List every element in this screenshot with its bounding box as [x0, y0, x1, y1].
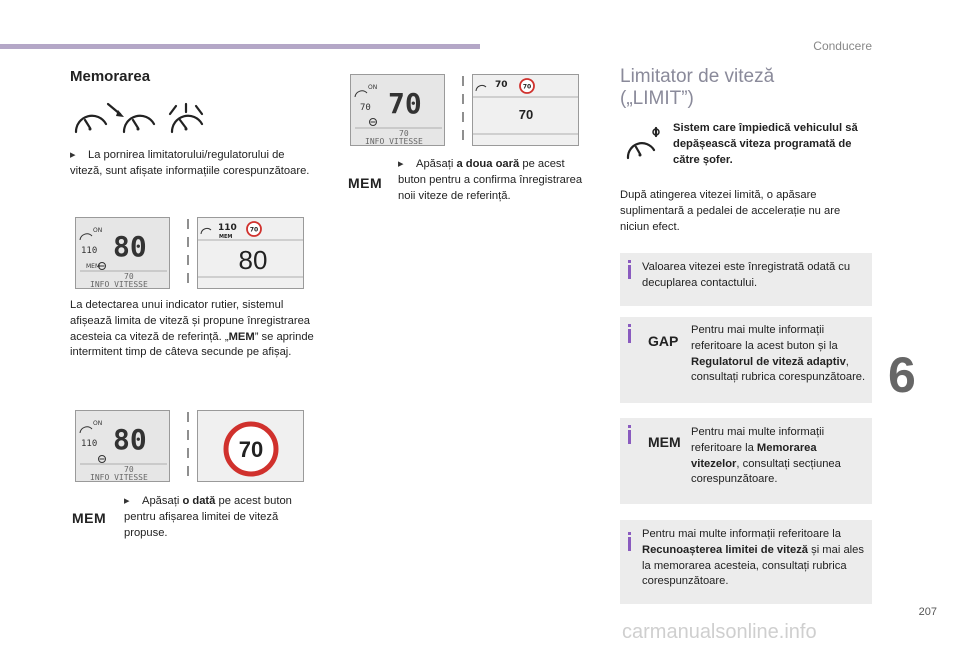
lcd-mem-text: MEM: [86, 263, 101, 270]
chapter-number: 6: [888, 347, 916, 403]
info-box-mem: MEM Pentru mai multe informații referitoare la Memorarea vitezelor, consultați secțiunea corespunzătoare.: [620, 418, 872, 504]
cluster-display-1: [75, 217, 170, 289]
screen-speed: 80: [238, 245, 268, 275]
memorarea-heading: Memorarea: [70, 68, 151, 85]
limiter-definition: Sistem care împiedică vehiculul să depășească viteza programată de către șofer.: [673, 122, 858, 166]
screen-mem-text: MEM: [219, 234, 233, 240]
bullet-startup: ▸ La pornirea limitatorului/regulatorului de viteză, sunt afișate informațiile corespunzătoare.: [70, 149, 310, 177]
info-icon: [628, 425, 631, 428]
bullet-press-once: ▸ Apăsați o dată pe acest buton pentru afișarea limitei de viteză propuse.: [124, 495, 292, 539]
info-box-recognition: Pentru mai multe informații referitoare la Recunoașterea limitei de viteză și mai ales la memorarea acesteia, consultați rubrica corespunzătoare.: [620, 520, 872, 604]
watermark: carmanualsonline.info: [622, 621, 817, 643]
cluster-display-3: [350, 74, 445, 146]
screen-sign-value: 70: [522, 83, 532, 91]
page-number: 207: [918, 606, 937, 618]
lcd-main-speed: 80: [113, 230, 147, 263]
separator-line: [186, 410, 190, 482]
screen-display-1: [197, 217, 304, 289]
info-box-gap: GAP Pentru mai multe informații referitoare la acest buton și la Regulatorul de viteză adaptiv, consultați rubrica corespunzătoare.: [620, 317, 872, 403]
separator-line: [461, 74, 465, 146]
lcd-limit-text: 70: [124, 272, 134, 281]
lcd-info-text: INFO VITESSE: [90, 473, 148, 482]
cluster-display-2: [75, 410, 170, 482]
bullet-arrow-icon: ▸: [398, 158, 404, 170]
screen-set-speed: 110: [218, 223, 237, 233]
info-box-memory: Valoarea vitezei este înregistrată odată cu decuplarea contactului.: [620, 253, 872, 306]
screen-sign-value: 70: [238, 437, 264, 462]
lcd-limit-text: 70: [124, 465, 134, 474]
mem-button-icon-1: MEM: [72, 510, 107, 526]
screen-sign-value: 70: [249, 226, 259, 234]
bullet-arrow-icon: ▸: [70, 149, 76, 161]
screen-speed: 70: [518, 107, 534, 122]
info-icon: [628, 532, 631, 535]
info-icon: [628, 324, 631, 327]
section-title: Conducere: [813, 39, 872, 53]
separator-line: [186, 217, 190, 289]
speed-limiter-gauge-icon: [624, 126, 664, 162]
screen-display-3: [472, 74, 579, 146]
lcd-set-speed: 110: [81, 439, 98, 449]
info-icon-bar: [628, 329, 631, 343]
info-icon-bar: [628, 430, 631, 444]
lcd-main-speed: 80: [113, 423, 147, 456]
bullet-press-twice: ▸ Apăsați a doua oară pe acest buton pentru a confirma înregistrarea noii viteze de referință.: [398, 158, 583, 202]
lcd-info-text: INFO VITESSE: [90, 280, 148, 289]
speedometer-sequence-icon: [72, 100, 212, 140]
mem-button-icon-3: MEM: [648, 434, 681, 450]
info-icon: [628, 260, 631, 263]
limiter-paragraph: După atingerea vitezei limită, o apăsare suplimentară a pedalei de accelerație nu are niciun efect.: [620, 189, 841, 233]
info-icon-bar: [628, 265, 631, 279]
lcd-info-text: INFO VITESSE: [365, 137, 423, 146]
lcd-set-speed: 70: [360, 103, 371, 113]
limitator-heading: Limitator de viteză („LIMIT”): [620, 66, 775, 109]
lcd-on-text: ON: [93, 227, 103, 234]
screen-display-2: [197, 410, 304, 482]
lcd-on-text: ON: [368, 84, 378, 91]
lcd-main-speed: 70: [388, 87, 422, 120]
gap-button-icon: GAP: [648, 333, 679, 349]
bullet-arrow-icon: ▸: [124, 495, 130, 507]
detection-paragraph: La detectarea unui indicator rutier, sistemul afișează limita de viteză și propune înregistrarea acesteia ca viteză de referință. „MEM” se aprinde intermitent timp de câteva secunde pe afișaj.: [70, 299, 314, 359]
screen-set-speed: 70: [495, 80, 508, 90]
mem-button-icon-2: MEM: [348, 175, 383, 191]
lcd-set-speed: 110: [81, 246, 98, 256]
lcd-limit-text: 70: [399, 129, 409, 138]
header-accent-bar: [0, 44, 480, 49]
info-icon-bar: [628, 537, 631, 551]
lcd-on-text: ON: [93, 420, 103, 427]
